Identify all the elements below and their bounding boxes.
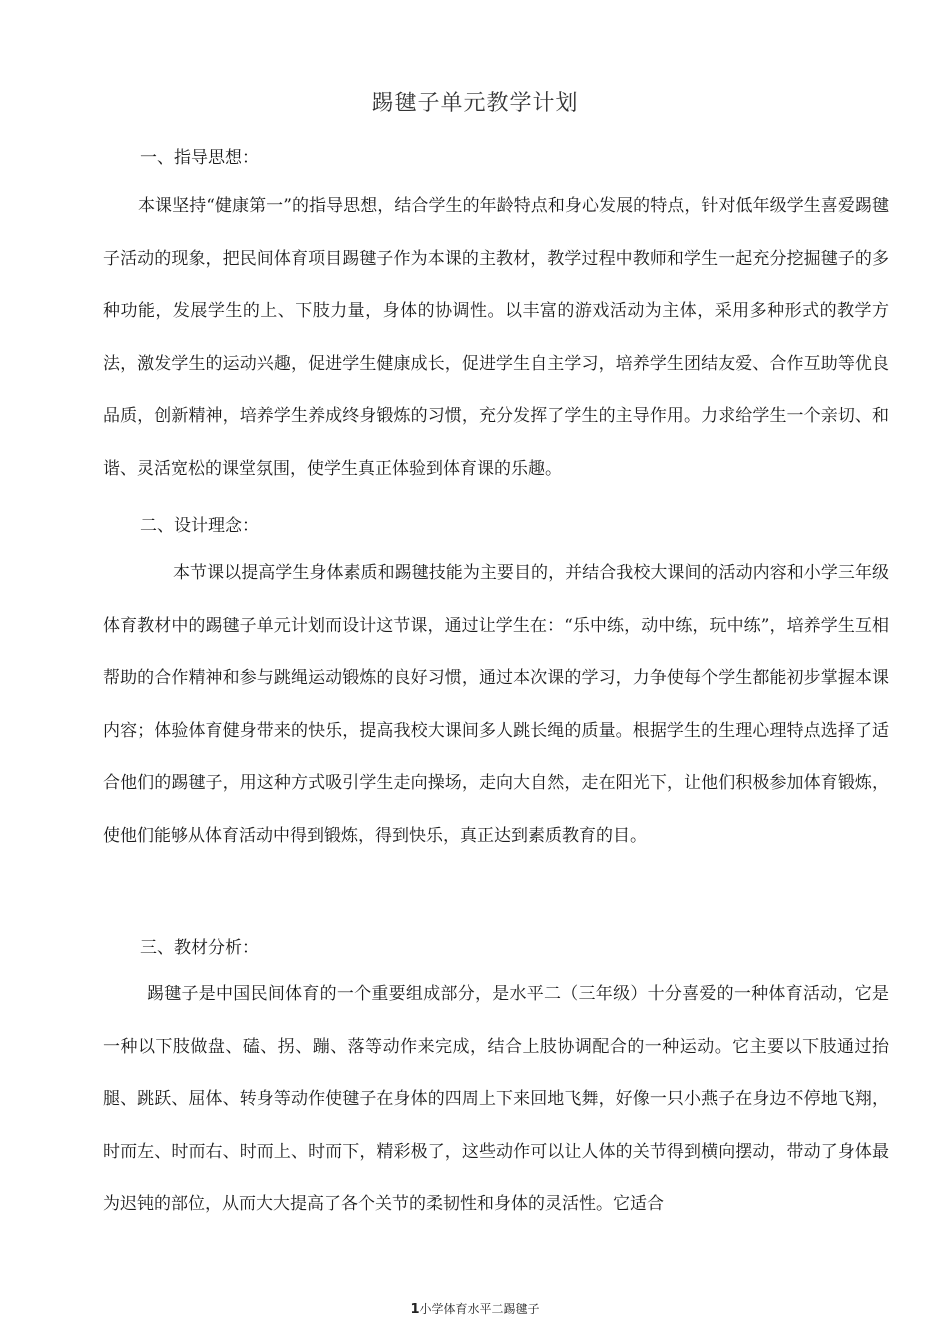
document-title: 踢毽子单元教学计划	[371, 91, 579, 116]
section-body-material-analysis: 踢毽子是中国民间体育的一个重要组成部分，是水平二（三年级）十分喜爱的一种体育活动，它是一种以下肢做盘、磕、拐、蹦、落等动作来完成，结合上肢协调配合的一种运动。它主要以下肢通过抬腿、跳跃、屈体、转身等动作使毽子在身体的四周上下来回地飞舞，好像一只小燕子在身边不停地飞翔，时而左、时而右、时而上、时而下，精彩极了，这些动作可以让人体的关节得到横向摆动，带动了身体最为迟钝的部位，从而大大提高了各个关节的柔韧性和身体的灵活性。它适合	[103, 984, 889, 1215]
section-body-guiding-ideology: 本课坚持“健康第一”的指导思想，结合学生的年龄特点和身心发展的特点，针对低年级学生喜爱踢毽子活动的现象，把民间体育项目踢毽子作为本课的主教材，教学过程中教师和学生一起充分挖掘毽子的多种功能，发展学生的上、下肢力量，身体的协调性。以丰富的游戏活动为主体，采用多种形式的教学方法，激发学生的运动兴趣，促进学生健康成长，促进学生自主学习，培养学生团结友爱、合作互助等优良品质，创新精神，培养学生养成终身锻炼的习惯，充分发挥了学生的主导作用。力求给学生一个亲切、和谐、灵活宽松的课堂氛围，使学生真正体验到体育课的乐趣。	[103, 196, 889, 479]
section-heading-material-analysis: 三、教材分析：	[140, 938, 259, 958]
section-heading-guiding-ideology: 一、指导思想：	[140, 148, 259, 168]
page-footer	[0, 1300, 950, 1317]
section-heading-design-concept: 二、设计理念：	[140, 516, 259, 536]
section-body-design-concept: 本节课以提高学生身体素质和踢毽技能为主要目的，并结合我校大课间的活动内容和小学三年级体育教材中的踢毽子单元计划而设计这节课，通过让学生在：“乐中练，动中练，玩中练”，培养学生互相帮助的合作精神和参与跳绳运动锻炼的良好习惯，通过本次课的学习，力争使每个学生都能初步掌握本课内容；体验体育健身带来的快乐，提高我校大课间多人跳长绳的质量。根据学生的生理心理特点选择了适合他们的踢毽子，用这种方式吸引学生走向操场，走向大自然，走在阳光下，让他们积极参加体育锻炼，使他们能够从体育活动中得到锻炼，得到快乐，真正达到素质教育的目。	[103, 563, 889, 846]
page-number: 1	[410, 1302, 420, 1317]
footer-text: 小学体育水平二踢毽子	[419, 1302, 540, 1316]
